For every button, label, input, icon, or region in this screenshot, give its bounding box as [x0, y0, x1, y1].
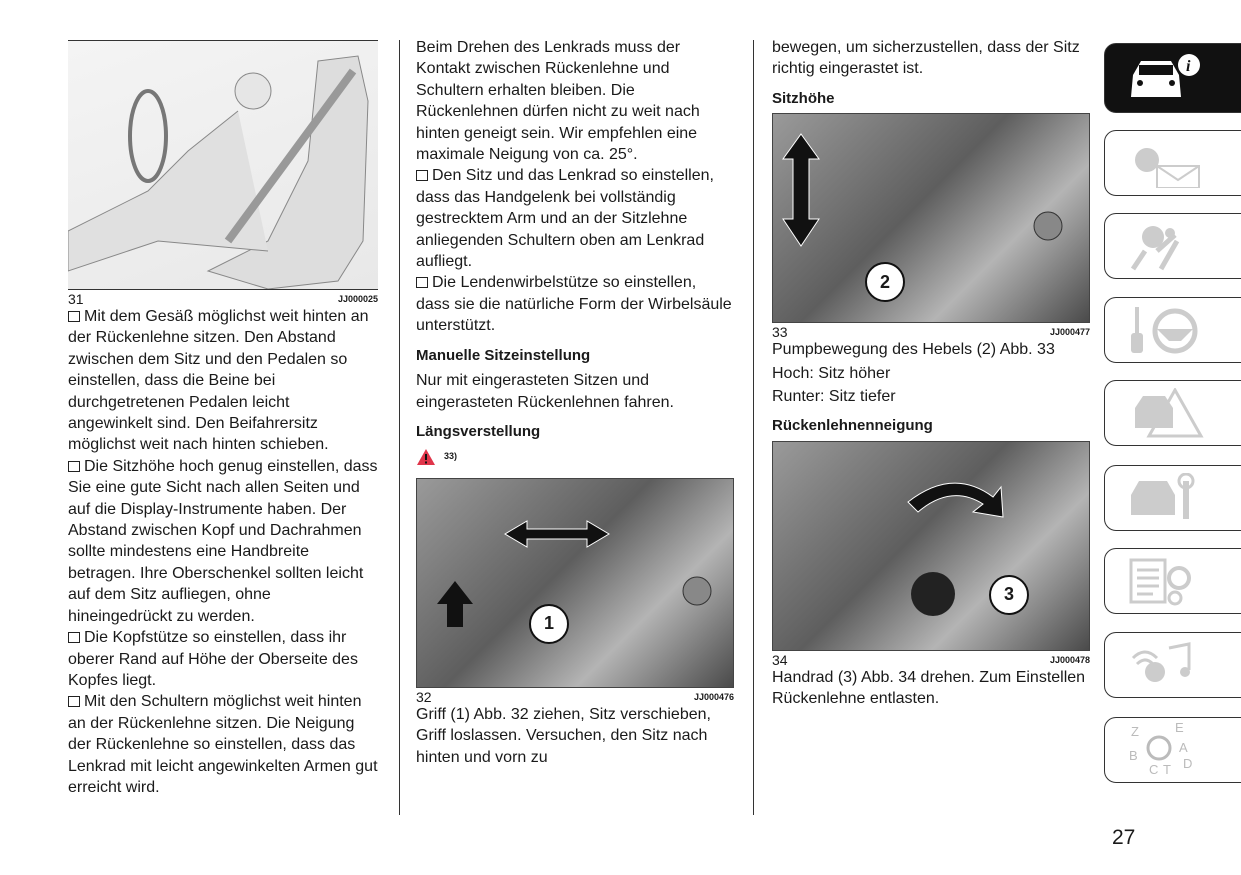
figure-code: JJ000476 [693, 691, 734, 702]
figure-code: JJ000478 [1049, 654, 1090, 665]
tab-car-info[interactable] [1104, 43, 1241, 113]
figure-code: JJ000477 [1049, 327, 1090, 338]
figure-33-seat-height [772, 113, 1090, 323]
bullet-paragraph: Die Lendenwirbelstütze so einstellen, dass sie die natürliche Form der Wirbelsäule unterstützt. [416, 274, 732, 335]
body-text: Nur mit eingerasteten Sitzen und eingerasteten Rückenlehnen fahren. [416, 372, 674, 411]
alphabet-index-icon [1125, 722, 1205, 778]
rotate-arrow-icon [773, 442, 1089, 650]
callout-3: 3 [989, 575, 1029, 615]
bullet-paragraph: Mit dem Gesäß möglichst weit hinten an der Rückenlehne sitzen. Den Abstand zwischen dem Sitz und den Pedalen so einstellen, dass die Beine bei durchgetretenen Pedalen leicht angewinkelt sind. Den Beifahrersitz möglichst weit nach hinten schieben. [68, 308, 369, 454]
page-number: 27 [1112, 826, 1136, 849]
tab-emergency[interactable] [1104, 380, 1241, 446]
callout-1: 1 [529, 604, 569, 644]
warning-reference: 33) [416, 446, 734, 467]
checkbox-bullet-icon [68, 696, 80, 707]
column-divider [399, 40, 400, 815]
checkbox-bullet-icon [68, 311, 80, 322]
section-heading: Manuelle Sitzeinstellung [416, 346, 591, 364]
airbag-seatbelt-icon [1125, 221, 1205, 271]
bullet-paragraph: Die Sitzhöhe hoch genug einstellen, dass Sie eine gute Sicht nach allen Seiten und auf die Display-Instrumente haben. Der Abstand zwischen Kopf und Dachrahmen sollte mindestens eine Handbreite betragen. Ihre Oberschenkel sollten leicht auf dem Sitz aufliegen, ohne hineingedrückt zu werden. [68, 457, 378, 625]
tab-lights-messages[interactable] [1104, 130, 1241, 196]
bullet-paragraph: Die Kopfstütze so einstellen, dass ihr oberer Rand auf Höhe der Oberseite des Kopfes liegt. [68, 629, 358, 689]
checkbox-bullet-icon [416, 277, 428, 288]
checkbox-bullet-icon [68, 461, 80, 472]
up-down-arrow-icon [773, 114, 1089, 322]
figure-number: 34 [772, 651, 788, 668]
intro-text: Beim Drehen des Lenkrads muss der Kontakt zwischen Rückenlehne und Schultern erhalten bleiben. Die Rückenlehnen dürfen nicht zu weit nach hinten geneigt sein. Wir empfehlen eine maximale Neigung von ca. 25°. [416, 39, 700, 164]
section-heading: Sitzhöhe [772, 89, 835, 107]
figure-number: 31 [68, 291, 84, 307]
figure-32-seat-lever [416, 478, 734, 688]
section-heading: Rückenlehnenneigung [772, 417, 933, 435]
car-wrench-icon [1125, 473, 1205, 523]
checkbox-bullet-icon [68, 632, 80, 643]
tab-maintenance[interactable] [1104, 465, 1241, 531]
callout-2: 2 [865, 262, 905, 302]
figure-code: JJ000025 [337, 294, 378, 304]
svg-text:i: i [1186, 58, 1191, 75]
list-gear-icon [1125, 556, 1205, 606]
body-text: Handrad (3) Abb. 34 drehen. Zum Einstellen Rückenlehne entlasten. [772, 668, 1086, 708]
body-text: Pumpbewegung des Hebels (2) Abb. 33 [772, 341, 1055, 359]
tab-safety[interactable] [1104, 213, 1241, 279]
warning-light-message-icon [1125, 138, 1205, 188]
svg-text:ZEBACTD: Z E BA C T D [1129, 722, 1193, 777]
body-text: Griff (1) Abb. 32 ziehen, Sitz verschieben, Griff loslassen. Versuchen, den Sitz nach hinten und vorn zu [416, 705, 711, 766]
column-1 [68, 40, 378, 798]
figure-34-backrest-recline [772, 441, 1090, 651]
figure-number: 33 [772, 324, 788, 341]
tab-starting-driving[interactable] [1104, 297, 1241, 363]
breakdown-warning-icon [1125, 388, 1205, 438]
car-info-icon [1125, 53, 1205, 103]
section-heading: Längsverstellung [416, 422, 541, 440]
bullet-paragraph: Mit den Schultern möglichst weit hinten an der Rückenlehne sitzen. Die Neigung der Rückenlehne so einstellen, dass das Lenkrad mit leicht angewinkelten Armen gut erreicht wird. [68, 693, 378, 796]
column-3 [772, 37, 1090, 710]
figure-number: 32 [416, 688, 432, 705]
intro-text: bewegen, um sicherzustellen, dass der Sitz richtig eingerastet ist. [772, 39, 1080, 78]
body-text: Hoch: Sitz höher [772, 364, 891, 382]
tab-multimedia[interactable] [1104, 632, 1241, 698]
arrows-icon [417, 479, 733, 687]
column-divider [753, 40, 754, 815]
figure-31-driver-seat [68, 40, 378, 290]
driver-illustration [68, 41, 378, 289]
warning-icon [416, 448, 436, 466]
tab-index[interactable] [1104, 717, 1241, 783]
tab-technical-data[interactable] [1104, 548, 1241, 614]
body-text: Runter: Sitz tiefer [772, 388, 896, 406]
multimedia-icon [1125, 640, 1205, 690]
checkbox-bullet-icon [416, 170, 428, 181]
column-2 [416, 37, 734, 768]
bullet-paragraph: Den Sitz und das Lenkrad so einstellen, dass das Handgelenk bei vollständig gestrecktem Arm und an der Sitzlehne anliegenden Schultern oben am Lenkrad aufliegt. [416, 167, 714, 271]
key-steering-wheel-icon [1125, 305, 1205, 355]
